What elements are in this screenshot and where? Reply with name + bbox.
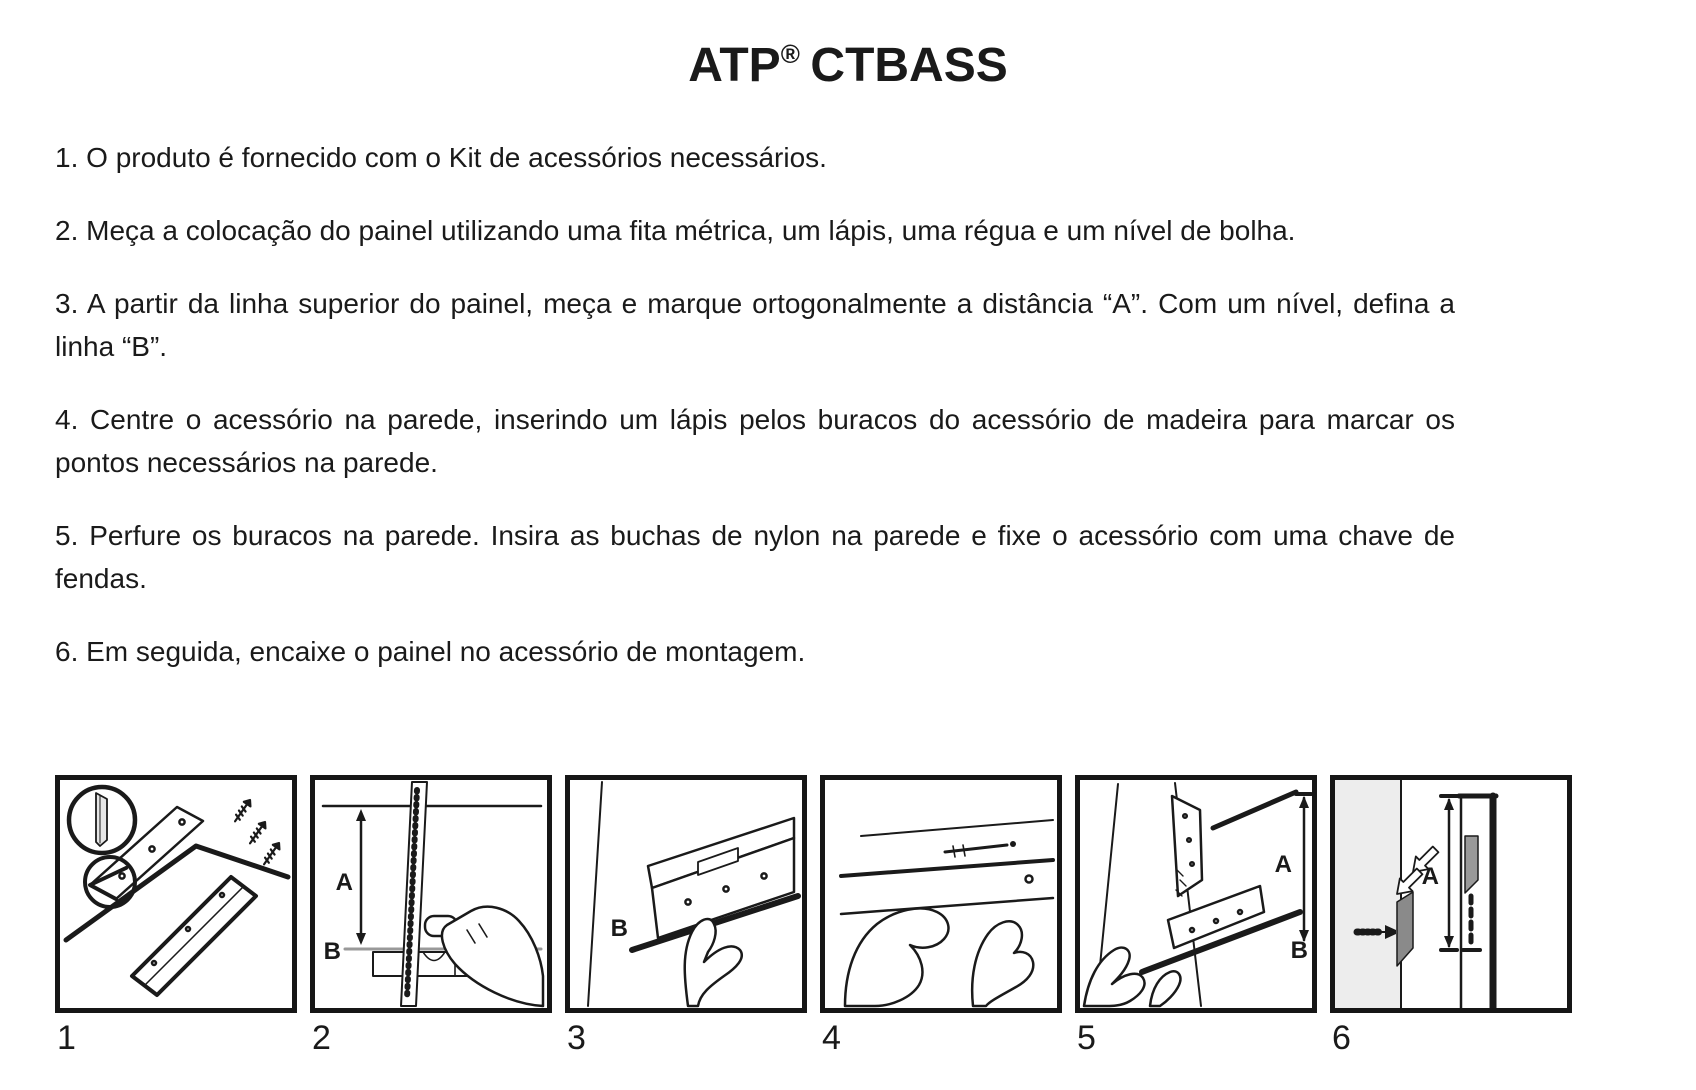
figure-strip — [55, 775, 1572, 1055]
dimension-label-b: B — [323, 938, 341, 965]
instruction-step-5: 5. Perfure os buracos na parede. Insira as buchas de nylon na parede e fixe o acessório com uma chave de fendas. — [55, 520, 1455, 594]
figure-1-art — [60, 780, 292, 1008]
hand — [1084, 948, 1180, 1006]
figure-3-frame — [565, 775, 807, 1013]
panel-recess-rail — [132, 877, 256, 995]
figure-5-art — [1080, 780, 1312, 1008]
figure-1-frame — [55, 775, 297, 1013]
dimension-arrow-a — [356, 809, 366, 945]
dimension-label-b: B — [610, 915, 628, 942]
wall-corner-line — [588, 782, 602, 1006]
figure-5 — [1075, 775, 1317, 1055]
hand — [685, 919, 742, 1006]
wall-rail — [1168, 886, 1264, 948]
dimension-label-a: A — [1421, 863, 1439, 890]
figure-6 — [1330, 775, 1572, 1055]
figure-number: 5 — [1077, 1019, 1096, 1057]
instruction-step-1: 1. O produto é fornecido com o Kit de acessórios necessários. — [55, 142, 827, 173]
dimension-arrow-a — [1441, 796, 1457, 950]
figure-5-frame — [1075, 775, 1317, 1013]
panel-top-mark — [1213, 792, 1296, 828]
dimension-label-a: A — [335, 869, 353, 896]
pencil — [945, 841, 1016, 857]
figure-2-art — [315, 780, 547, 1008]
wall-section — [1335, 780, 1401, 1008]
profile-detail-circle — [69, 787, 135, 853]
screw-plug-icon — [232, 798, 282, 867]
page-title — [0, 0, 1696, 93]
mounting-rail — [841, 860, 1053, 914]
left-hand — [845, 908, 948, 1006]
dimension-arrow-a — [1296, 794, 1311, 942]
dimension-label-b: B — [1290, 937, 1308, 964]
instruction-step-4: 4. Centre o acessório na parede, inserindo um lápis pelos buracos do acessório de madeira para marcar os pontos necessários na parede. — [55, 404, 1455, 478]
figure-2 — [310, 775, 552, 1055]
right-hand — [972, 921, 1033, 1006]
brand-name: ATP — [688, 39, 781, 92]
figure-number: 1 — [57, 1019, 76, 1057]
product-name: CTBASS — [810, 39, 1008, 92]
figure-4 — [820, 775, 1062, 1055]
instruction-step-2: 2. Meça a colocação do painel utilizando uma fita métrica, um lápis, uma régua e um nível de bolha. — [55, 215, 1296, 246]
figure-number: 2 — [312, 1019, 331, 1057]
registered-trademark-symbol: ® — [780, 39, 800, 69]
instruction-list — [55, 136, 1455, 703]
panel-cleat — [1172, 796, 1202, 896]
figure-4-art — [825, 780, 1057, 1008]
figure-6-art — [1335, 780, 1567, 1008]
figure-4-frame — [820, 775, 1062, 1013]
figure-3-art — [570, 780, 802, 1008]
panel-side-view — [1459, 796, 1496, 1008]
figure-2-frame — [310, 775, 552, 1013]
wall-top-line — [861, 820, 1053, 836]
instruction-step-6: 6. Em seguida, encaixe o painel no acessório de montagem. — [55, 636, 806, 667]
instruction-step-3: 3. A partir da linha superior do painel, meça e marque ortogonalmente a distância “A”. Com um nível, defina a linha “B”. — [55, 288, 1455, 362]
figure-1 — [55, 775, 297, 1055]
figure-number: 6 — [1332, 1019, 1351, 1057]
figure-6-frame — [1330, 775, 1572, 1013]
figure-3 — [565, 775, 807, 1055]
figure-number: 4 — [822, 1019, 841, 1057]
figure-number: 3 — [567, 1019, 586, 1057]
wall-cleat — [1397, 892, 1413, 966]
dimension-label-a: A — [1274, 851, 1292, 878]
